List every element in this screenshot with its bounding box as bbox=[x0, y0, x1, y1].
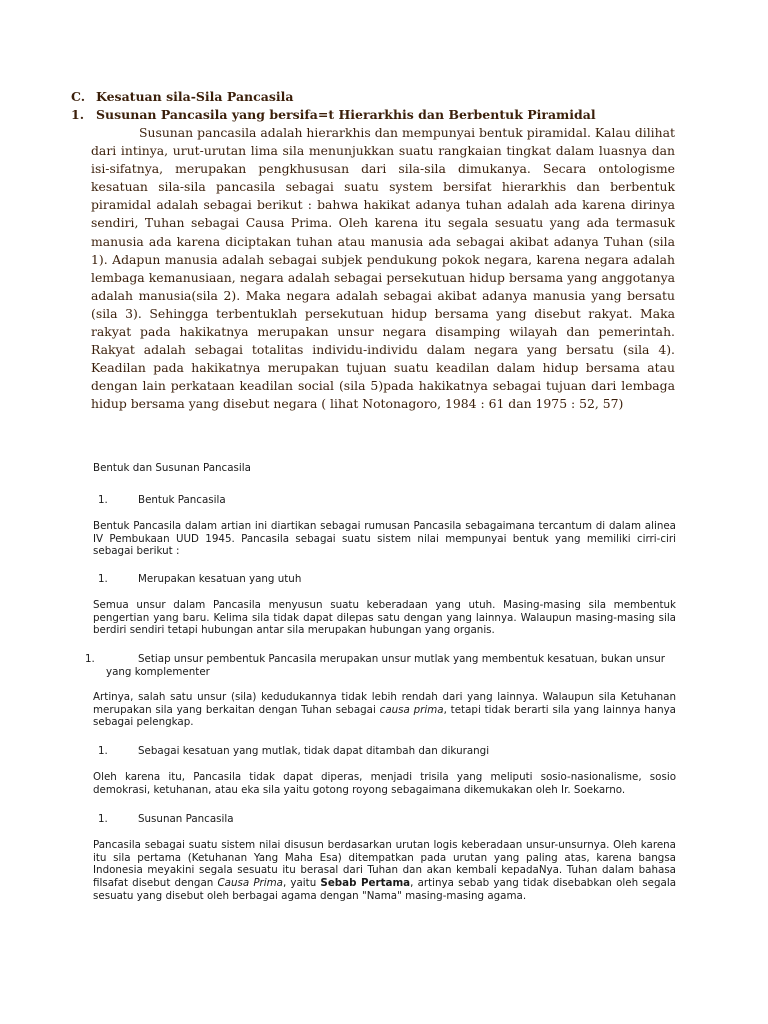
paragraph-susunan-text-mid: , yaitu bbox=[282, 877, 321, 890]
list-number: 1. bbox=[98, 745, 108, 757]
section-c-label: C. bbox=[71, 89, 86, 104]
section-1-label: 1. bbox=[71, 107, 85, 122]
section-1-title: Susunan Pancasila yang bersifa=t Hierarkhis dan Berbentuk Piramidal bbox=[96, 107, 596, 122]
paragraph-unsur bbox=[93, 691, 676, 729]
paragraph-susunan bbox=[93, 839, 676, 903]
causa-prima-italic: causa prima bbox=[379, 703, 444, 716]
list-item-susunan bbox=[93, 813, 676, 826]
main-paragraph-block bbox=[91, 124, 675, 414]
main-paragraph: Susunan pancasila adalah hierarkhis dan mempunyai bentuk piramidal. Kalau dilihat dari intinya, urut-urutan lima sila menunjukkan suatu rangkaian tingkat dalam luasnya dan isi-sifatnya, merupakan pengkhususan dari sila-sila dimukanya. Secara ontologisme kesatuan sila-sila pancasila sebagai suatu system bersifat hierarkhis dan berbentuk piramidal adalah sebagai berikut : bahwa hakikat adanya tuhan adalah ada karena dirinya sendiri, Tuhan sebagai Causa Prima. Oleh karena itu segala sesuatu yang ada termasuk manusia ada karena diciptakan tuhan atau manusia ada sebagai akibat adanya Tuhan (sila 1). Adapun manusia adalah sebagai subjek pendukung pokok negara, karena negara adalah lembaga kemanusiaan, negara adalah sebagai persekutuan hidup bersama yang anggotanya adalah manusia(sila 2). Maka negara adalah sebagai akibat adanya manusia yang bersatu (sila 3). Sehingga terbentuklah persekutuan hidup bersama yang disebut rakyat. Maka rakyat pada hakikatnya merupakan unsur negara disamping wilayah dan pemerintah. Rakyat adalah sebagai totalitas individu-individu dalam negara yang bersatu (sila 4). Keadilan pada hakikatnya merupakan tujuan suatu keadilan dalam hidup bersama atau dengan lain perkataan keadilan social (sila 5)pada hakikatnya sebagai tujuan dari lembaga hidup bersama yang disebut negara ( lihat Notonagoro, 1984 : 61 dan 1975 : 52, 57) bbox=[91, 125, 675, 412]
list-item-kesatuan bbox=[93, 573, 676, 586]
list-label: Susunan Pancasila bbox=[138, 813, 234, 825]
sebab-pertama-bold: Sebab Pertama bbox=[320, 877, 411, 890]
list-number: 1. bbox=[98, 573, 108, 585]
second-section-title: Bentuk dan Susunan Pancasila bbox=[93, 462, 251, 474]
paragraph-susunan-text: Pancasila sebagai suatu sistem nilai disusun berdasarkan urutan logis keberadaan unsur-unsurnya. Oleh karena itu sila pertama (Ketuhanan Yang Maha Esa) ditempatkan pada urutan yang paling atas, karena bangsa Indonesia meyakini segala sesuatu itu berasal dari Tuhan dan akan kembali kepadaNya. Tuhan dalam bahasa filsafat disebut dengan bbox=[93, 839, 676, 890]
list-label: Merupakan kesatuan yang utuh bbox=[138, 573, 302, 585]
causa-prima-italic: Causa Prima bbox=[217, 877, 283, 890]
paragraph-unsur-text-end: , tetapi tidak berarti sila yang lainnya hanya sebagai pelengkap. bbox=[93, 703, 676, 729]
paragraph-unsur-text: Artinya, salah satu unsur (sila) kedudukannya tidak lebih rendah dari yang lainnya. Walaupun sila Ketuhanan merupakan sila yang berkaitan dengan Tuhan sebagai bbox=[93, 691, 676, 716]
list-number: 1. bbox=[85, 653, 95, 665]
list-label: Bentuk Pancasila bbox=[138, 494, 226, 506]
section-c-heading bbox=[71, 88, 293, 106]
list-item-bentuk bbox=[93, 494, 676, 507]
paragraph-susunan-text-end: , artinya sebab yang tidak disebabkan oleh segala sesuatu yang disebut oleh berbagai agama dengan "Nama" masing-masing agama. bbox=[93, 877, 677, 902]
paragraph-kesatuan: Semua unsur dalam Pancasila menyusun suatu keberadaan yang utuh. Masing-masing sila membentuk pengertian yang baru. Kelima sila tidak dapat dilepas satu dengan yang lainnya. Walaupun masing-masing sila berdiri sendiri tetapi hubungan antar sila merupakan hubungan yang organis. bbox=[93, 599, 676, 637]
list-item-unsur bbox=[85, 653, 689, 679]
list-number: 1. bbox=[98, 494, 108, 506]
paragraph-bentuk: Bentuk Pancasila dalam artian ini diartikan sebagai rumusan Pancasila sebagaimana tercantum di dalam alinea IV Pembukaan UUD 1945. Pancasila sebagai suatu sistem nilai mempunyai bentuk yang memiliki cirri-ciri sebagai berikut : bbox=[93, 520, 676, 558]
list-item-mutlak bbox=[93, 745, 676, 758]
list-number: 1. bbox=[98, 813, 108, 825]
list-label: Setiap unsur pembentuk Pancasila merupakan unsur mutlak yang membentuk kesatuan, bukan unsur yang komplementer bbox=[106, 653, 665, 678]
section-c-title: Kesatuan sila-Sila Pancasila bbox=[96, 89, 294, 104]
section-1-heading bbox=[71, 106, 596, 124]
list-label: Sebagai kesatuan yang mutlak, tidak dapat ditambah dan dikurangi bbox=[138, 745, 490, 757]
paragraph-mutlak: Oleh karena itu, Pancasila tidak dapat diperas, menjadi trisila yang meliputi sosio-nasionalisme, sosio demokrasi, ketuhanan, atau eka sila yaitu gotong royong sebagaimana dikemukakan oleh Ir. Soekarno. bbox=[93, 771, 676, 796]
